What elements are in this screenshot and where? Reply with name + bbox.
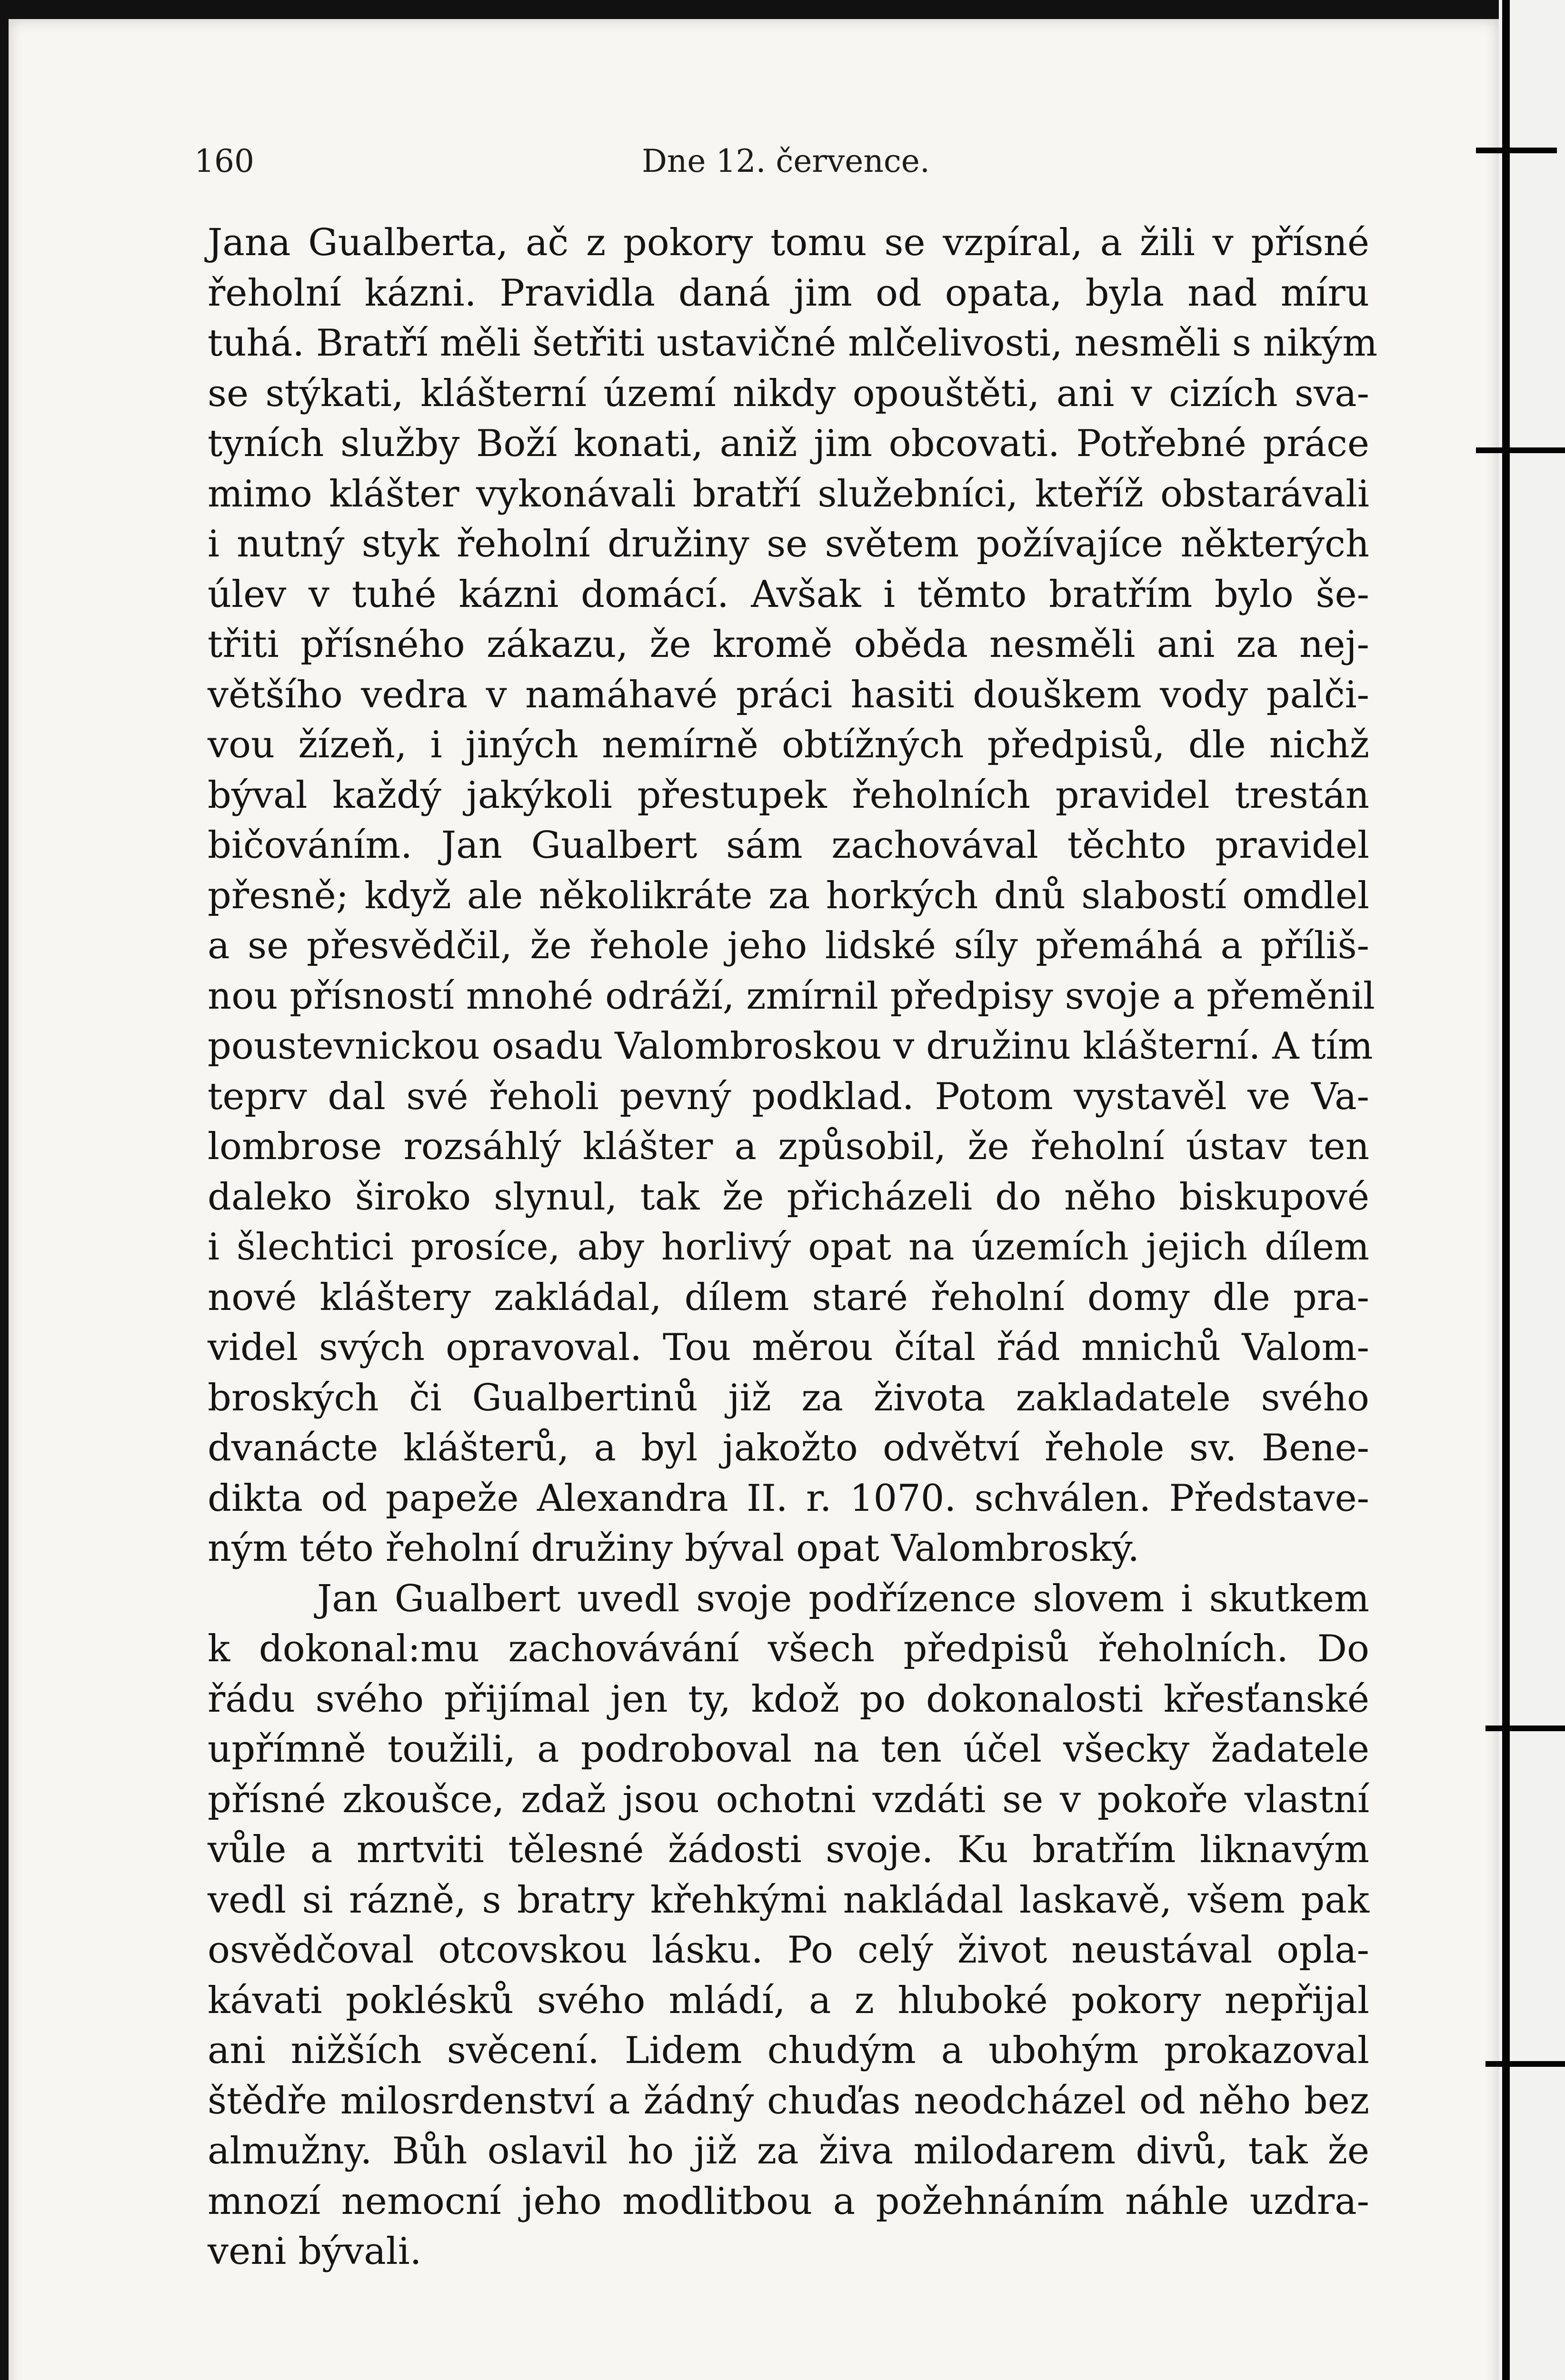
paragraph-1 bbox=[208, 218, 1378, 1574]
text-line: řeholní kázni. Pravidla daná jim od opata, byla nad míru bbox=[208, 271, 1369, 315]
text-line: přísné zkoušce, zdaž jsou ochotni vzdáti se v pokoře vlastní bbox=[208, 1778, 1369, 1821]
page-number: 160 bbox=[194, 143, 254, 179]
text-line: ani nižších svěcení. Lidem chudým a ubohým prokazoval bbox=[208, 2029, 1369, 2072]
text-line: mnozí nemocní jeho modlitbou a požehnáním náhle uzdra- bbox=[208, 2180, 1369, 2223]
text-line: i šlechtici prosíce, aby horlivý opat na územích jejich dílem bbox=[208, 1226, 1369, 1269]
text-line: řádu svého přijímal jen ty, kdož po dokonalosti křesťanské bbox=[208, 1677, 1369, 1721]
text-line: broských či Gualbertinů již za života zakladatele svého bbox=[208, 1376, 1369, 1419]
binding-tick bbox=[1476, 148, 1557, 153]
text-line: se stýkati, klášterní území nikdy opouštěti, ani v cizích sva- bbox=[208, 372, 1369, 415]
text-line: tuhá. Bratří měli šetřiti ustavičné mlčelivosti, nesměli s nikým bbox=[208, 322, 1378, 365]
text-line: nou přísností mnohé odráží, zmírnil předpisy svoje a přeměnil bbox=[208, 974, 1375, 1018]
text-line: vedl si rázně, s bratry křehkými nakládal laskavě, všem pak bbox=[208, 1878, 1369, 1922]
text-line: veni bývali. bbox=[208, 2230, 422, 2273]
body-text bbox=[208, 218, 1378, 2277]
binding-line bbox=[1502, 0, 1510, 2380]
text-line: ným této řeholní družiny býval opat Valombroský. bbox=[208, 1527, 1140, 1570]
running-head: Dne 12. července. bbox=[642, 143, 930, 179]
binding-tick bbox=[1476, 447, 1565, 453]
text-line: dvanácte klášterů, a byl jakožto odvětví řehole sv. Bene- bbox=[208, 1427, 1369, 1469]
binding-tick bbox=[1485, 2061, 1565, 2067]
text-line: štědře milosrdenství a žádný chuďas neodcházel od něho bez bbox=[208, 2079, 1369, 2122]
text-line: bičováním. Jan Gualbert sám zachovával těchto pravidel bbox=[208, 824, 1369, 867]
text-line: almužny. Bůh oslavil ho již za živa milodarem divů, tak že bbox=[208, 2130, 1369, 2172]
text-line: upřímně toužili, a podroboval na ten účel všecky žadatele bbox=[208, 1728, 1369, 1771]
paragraph-2 bbox=[208, 1574, 1369, 2277]
text-line: k dokonal:mu zachovávání všech předpisů řeholních. Do bbox=[208, 1627, 1369, 1670]
text-line: býval každý jakýkoli přestupek řeholních pravidel trestán bbox=[208, 774, 1369, 817]
text-line: i nutný styk řeholní družiny se světem požívajíce některých bbox=[208, 523, 1369, 565]
text-line: mimo klášter vykonávali bratří služebníci, kteříž obstarávali bbox=[208, 472, 1369, 516]
text-line: většího vedra v namáhavé práci hasiti douškem vody palči- bbox=[208, 673, 1369, 716]
text-line: Jan Gualbert uvedl svoje podřízence slovem i skutkem bbox=[317, 1577, 1369, 1620]
text-line: úlev v tuhé kázni domácí. Avšak i těmto bratřím bylo še- bbox=[208, 573, 1369, 616]
text-line: lombrose rozsáhlý klášter a způsobil, že řeholní ústav ten bbox=[208, 1125, 1369, 1168]
text-line: třiti přísného zákazu, že kromě oběda nesměli ani za nej- bbox=[208, 623, 1369, 666]
text-line: kávati poklésků svého mládí, a z hluboké pokory nepřijal bbox=[208, 1979, 1369, 2022]
book-page bbox=[9, 19, 1499, 2380]
text-line: vůle a mrtviti tělesné žádosti svoje. Ku bratřím liknavým bbox=[208, 1828, 1369, 1871]
text-line: a se přesvědčil, že řehole jeho lidské síly přemáhá a příliš- bbox=[208, 924, 1369, 967]
text-line: tyních služby Boží konati, aniž jim obcovati. Potřebné práce bbox=[208, 422, 1369, 465]
text-line: daleko široko slynul, tak že přicházeli do něho biskupové bbox=[208, 1175, 1369, 1219]
text-line: nové kláštery zakládal, dílem staré řeholní domy dle pra- bbox=[208, 1276, 1369, 1319]
text-line: osvědčoval otcovskou lásku. Po celý život neustával opla- bbox=[208, 1929, 1369, 1972]
text-line: poustevnickou osadu Valombroskou v družinu klášterní. A tím bbox=[208, 1025, 1373, 1068]
text-line: přesně; když ale několikráte za horkých dnů slabostí omdlel bbox=[208, 874, 1369, 917]
page-header bbox=[194, 133, 1404, 186]
text-line: Jana Gualberta, ač z pokory tomu se vzpíral, a žili v přísné bbox=[208, 221, 1369, 264]
text-line: teprv dal své řeholi pevný podklad. Potom vystavěl ve Va- bbox=[208, 1075, 1369, 1118]
binding-tick bbox=[1485, 1726, 1565, 1731]
text-line: videl svých opravoval. Tou měrou čítal řád mnichů Valom- bbox=[208, 1326, 1369, 1369]
text-line: dikta od papeže Alexandra II. r. 1070. schválen. Představe- bbox=[208, 1477, 1369, 1520]
text-line: vou žízeň, i jiných nemírně obtížných předpisů, dle nichž bbox=[208, 724, 1369, 766]
